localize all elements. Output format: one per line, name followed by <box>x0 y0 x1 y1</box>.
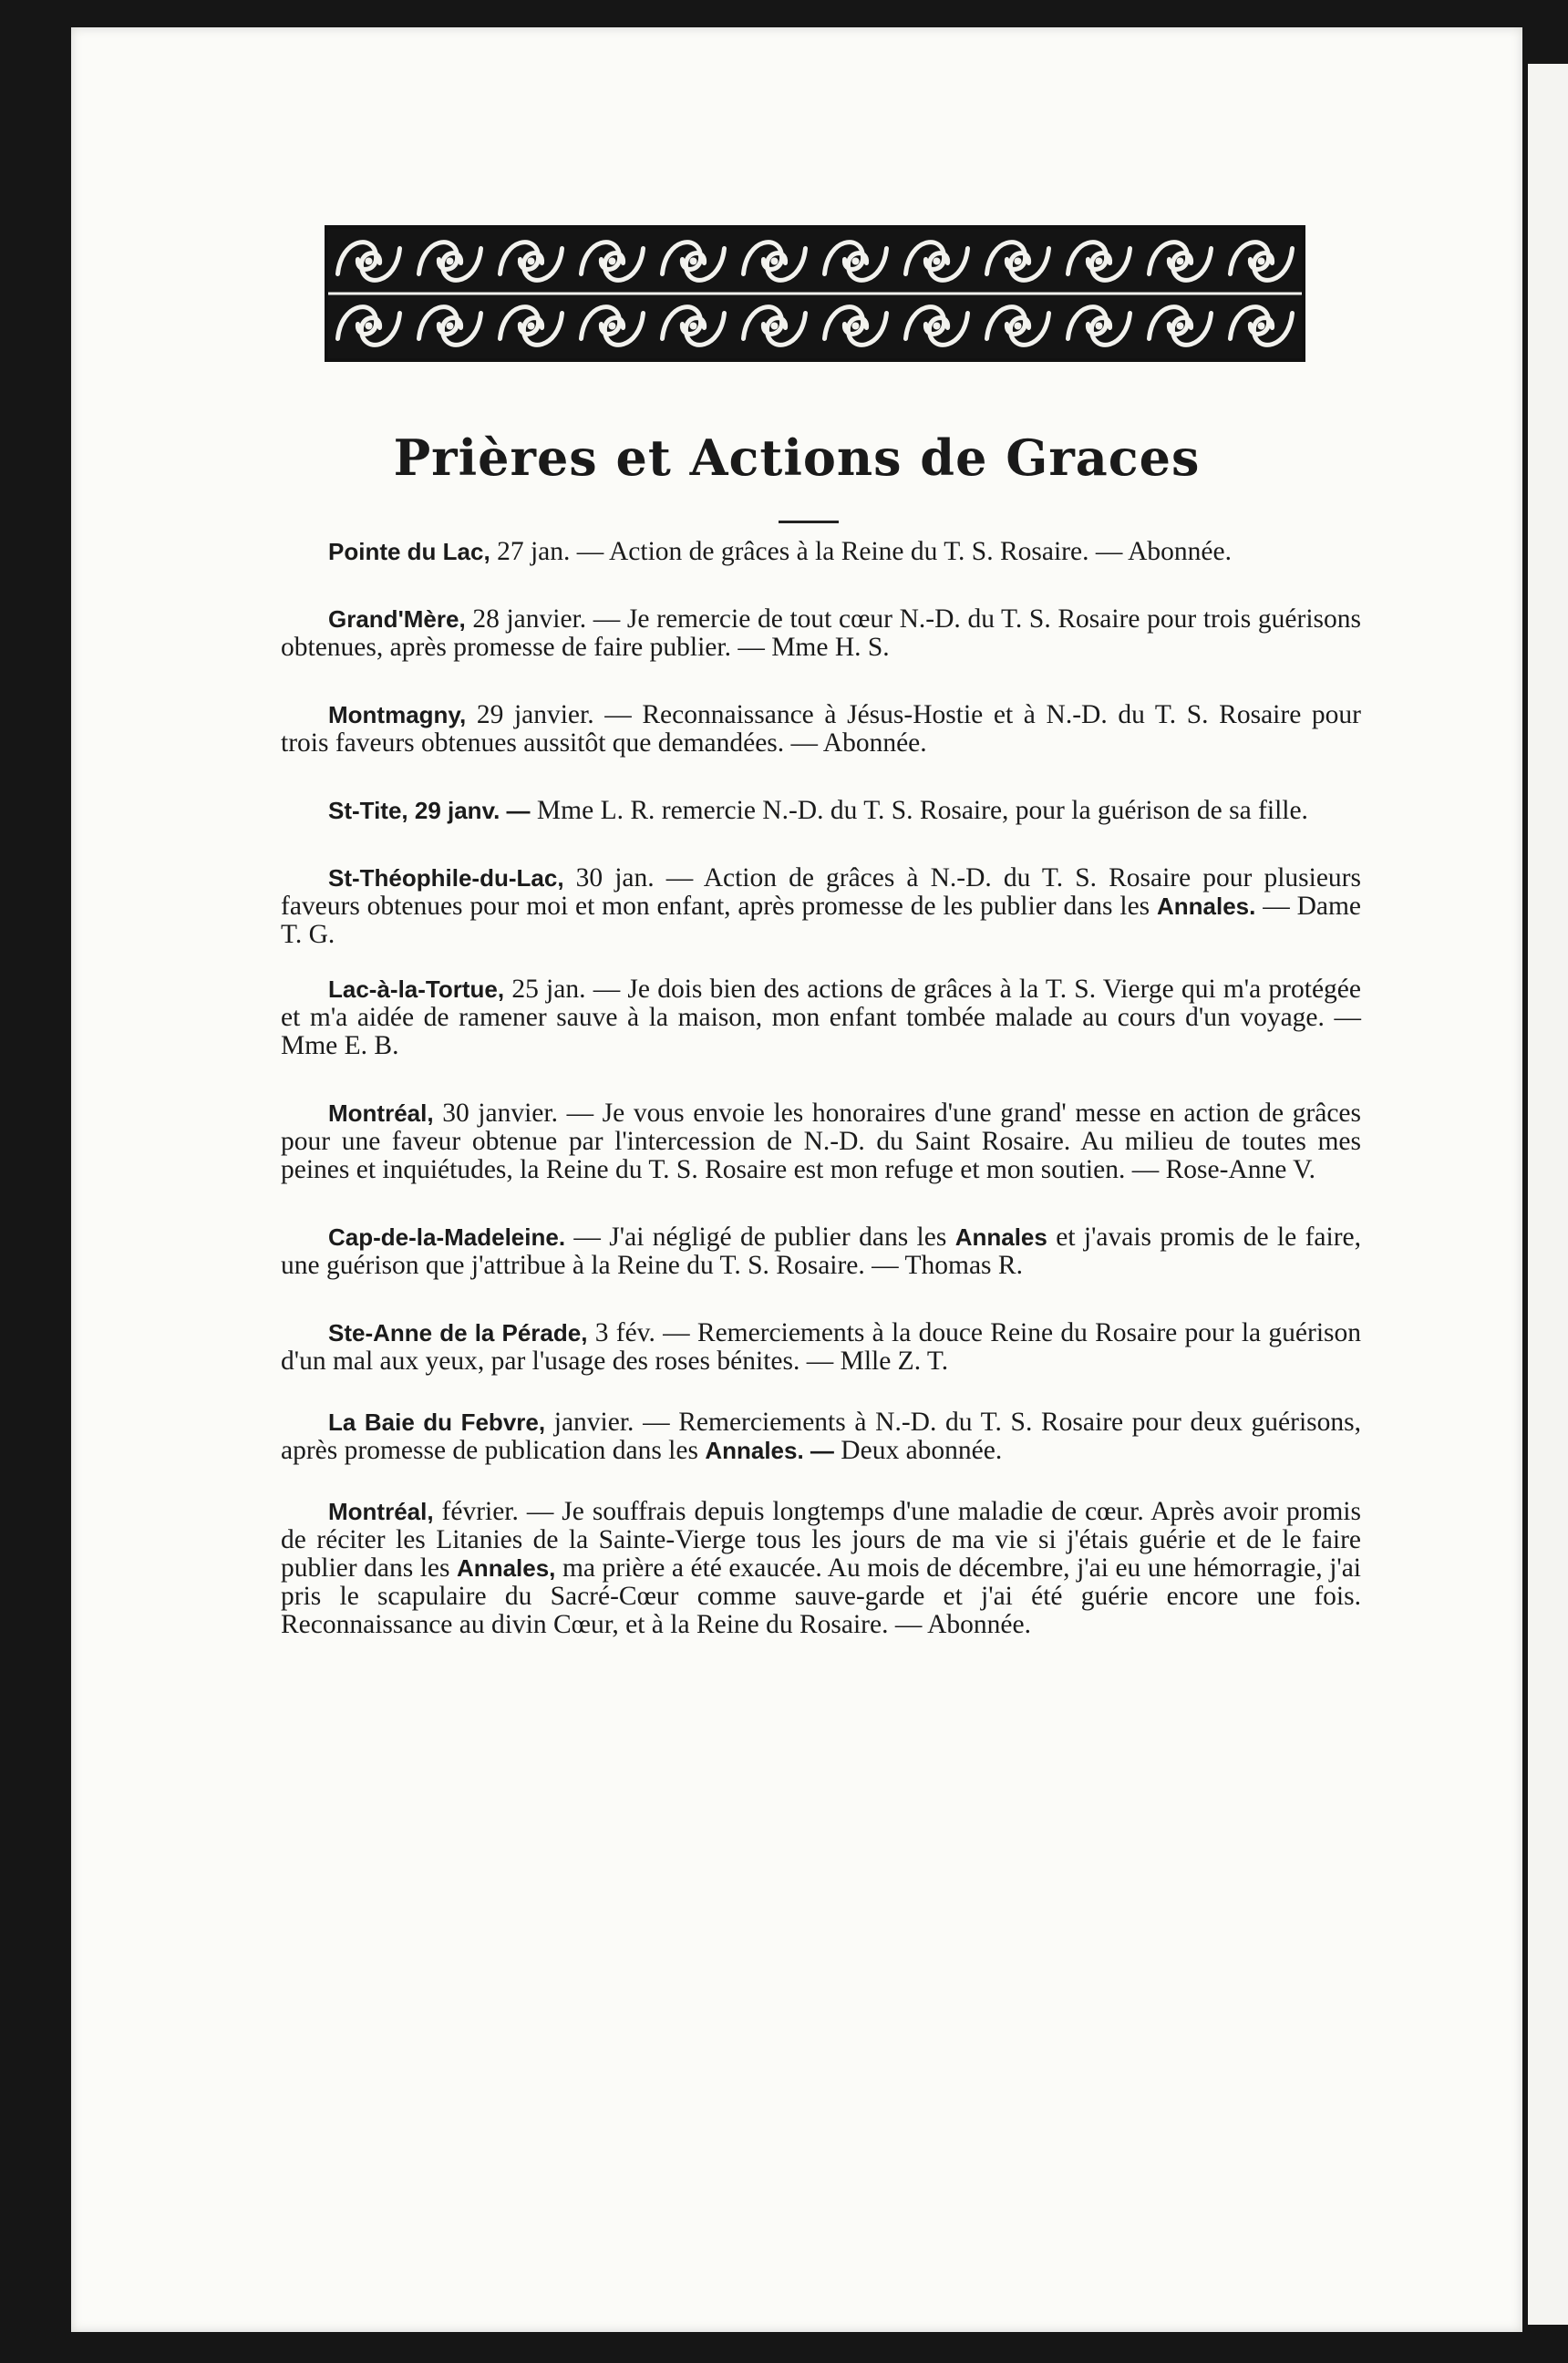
ornament-dot <box>366 323 373 330</box>
ornament-dot <box>852 258 860 265</box>
entry-text: 29 janvier. — Reconnaissance à Jésus-Hostie et à N.-D. du T. S. Rosaire pour trois faveurs obtenues aussitôt que demandées. — Abonnée. <box>281 700 1361 758</box>
ornament-dot <box>609 323 616 330</box>
ornament-dot <box>528 258 535 265</box>
ornament-dot <box>447 258 454 265</box>
ornament-dot <box>852 323 860 330</box>
entry <box>281 1498 1361 1639</box>
ornament-dot <box>1096 323 1103 330</box>
ornament-dot <box>528 323 535 330</box>
entry-bold-word: Annales. <box>1157 893 1256 920</box>
ornament-dot <box>366 258 373 265</box>
entry-place: Lac-à-la-Tortue, <box>328 975 505 1003</box>
entry-text: 25 jan. — Je dois bien des actions de grâces à la T. S. Vierge qui m'a protégée et m'a aidée de ramener sauve à la maison, mon enfant tombée malade au cours d'un voyage. — Mme E. B. <box>281 975 1361 1060</box>
entry-bold-word: Annales. — <box>705 1437 834 1464</box>
entry-text-after: ma prière a été exaucée. Au mois de décembre, j'ai eu une hémorragie, j'ai pris le scapulaire du Sacré-Cœur comme sauve-garde et j'ai été guérie encore une fois. Reconnaissance au divin Cœur, et à la Reine du Rosaire. — Abonnée. <box>281 1553 1361 1639</box>
entry-text: 28 janvier. — Je remercie de tout cœur N.-D. du T. S. Rosaire pour trois guérisons obtenues, après promesse de faire publier. — Mme H. S. <box>281 604 1361 662</box>
entry <box>281 605 1361 662</box>
entry-place: La Baie du Febvre, <box>328 1409 546 1436</box>
ornament-dot <box>1177 323 1184 330</box>
ornament-dot <box>609 258 616 265</box>
entry <box>281 1319 1361 1376</box>
entry-bold-word: Annales <box>954 1223 1047 1251</box>
ornament-dot <box>1177 258 1184 265</box>
entry <box>281 538 1361 566</box>
entry-place: Ste-Anne de la Pérade, <box>328 1319 588 1347</box>
entry-text: 30 janvier. — Je vous envoie les honoraires d'une grand' messe en action de grâces pour une faveur obtenue par l'intercession de N.-D. du Saint Rosaire. Au milieu de toutes mes peines et inquiétudes, la Reine du T. S. Rosaire est mon refuge et mon soutien. — Rose-Anne V. <box>281 1099 1361 1184</box>
entry-place: Pointe du Lac, <box>328 538 490 565</box>
entry <box>281 1409 1361 1465</box>
document-page <box>71 27 1522 2332</box>
entry-text: — J'ai négligé de publier dans les <box>565 1223 955 1252</box>
entry-place: St-Théophile-du-Lac, <box>328 864 564 892</box>
entry-text: 30 jan. — Action de grâces à N.-D. du T. S. Rosaire pour plusieurs faveurs obtenues pour moi et mon enfant, après promesse de les publier dans les <box>281 863 1361 921</box>
entry-place: Montmagny, <box>328 701 467 728</box>
entry <box>281 975 1361 1060</box>
ornament-dot <box>1015 323 1022 330</box>
page-title: Prières et Actions de Graces <box>393 428 1201 487</box>
entry-place: Montréal, <box>328 1099 434 1127</box>
ornament-dot <box>1096 258 1103 265</box>
ornament-dot <box>690 323 697 330</box>
ornament-vine-pattern <box>328 229 1302 358</box>
entry-text: février. — Je souffrais depuis longtemps d'une maladie de cœur. Après avoir promis de réciter les Litanies de la Sainte-Vierge tous les jours de ma vie si j'étais guérie et de le faire publier dans les <box>281 1497 1361 1583</box>
entry-text-after: — Dame T. G. <box>281 892 1362 949</box>
entry-text-after: et j'avais promis de le faire, une guérison que j'attribue à la Reine du T. S. Rosaire. — Thomas R. <box>281 1223 1361 1280</box>
entry-bold-word: Annales, <box>457 1554 556 1582</box>
ornament-dot <box>1258 258 1265 265</box>
entry <box>281 1099 1361 1184</box>
entry-place: Cap-de-la-Madeleine. <box>328 1223 566 1251</box>
entry <box>281 864 1361 949</box>
entry-place: St-Tite, 29 janv. — <box>328 797 531 824</box>
entry-text: Mme L. R. remercie N.-D. du T. S. Rosaire, pour la guérison de sa fille. <box>530 796 1308 825</box>
ornament-dot <box>934 258 941 265</box>
ornament-dot <box>934 323 941 330</box>
entry <box>281 1223 1361 1280</box>
ornament-dot <box>771 323 779 330</box>
ornament-dot <box>1258 323 1265 330</box>
ornamental-header-banner <box>325 225 1305 362</box>
ornament-dot <box>1015 258 1022 265</box>
entry <box>281 701 1361 758</box>
entry <box>281 797 1361 825</box>
entry-text: 27 jan. — Action de grâces à la Reine du T. S. Rosaire. — Abonnée. <box>490 537 1232 566</box>
ornament-dot <box>771 258 779 265</box>
entry-text: 3 fév. — Remerciements à la douce Reine du Rosaire pour la guérison d'un mal aux yeux, par l'usage des roses bénites. — Mlle Z. T. <box>281 1318 1362 1376</box>
entry-place: Grand'Mère, <box>328 605 466 633</box>
entry-text: janvier. — Remerciements à N.-D. du T. S. Rosaire pour deux guérisons, après promesse de publication dans les <box>281 1408 1361 1465</box>
ornament-dot <box>447 323 454 330</box>
entry-text-after: Deux abonnée. <box>833 1436 1003 1465</box>
adjacent-page-edge <box>1528 64 1568 2325</box>
entry-place: Montréal, <box>328 1498 434 1525</box>
entries-list <box>281 538 1361 1639</box>
title-underline-rule <box>779 521 839 523</box>
ornament-dot <box>690 258 697 265</box>
